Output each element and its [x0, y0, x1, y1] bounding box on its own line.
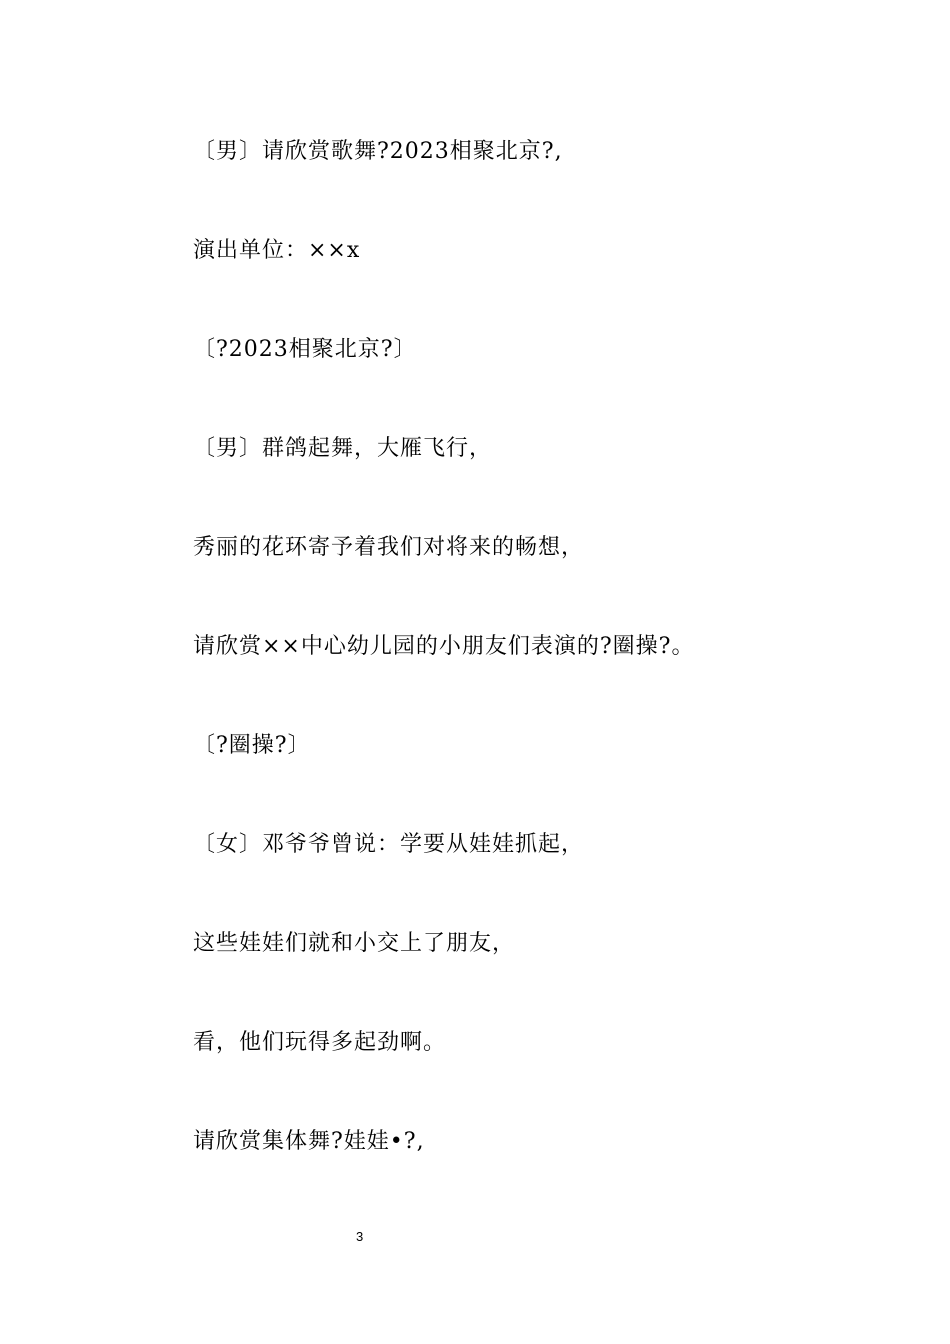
- script-line-2: 演出单位：××x: [193, 238, 361, 263]
- script-line-6: 请欣赏××中心幼儿园的小朋友们表演的?圈操?。: [193, 634, 695, 659]
- script-line-3: 〔?2023相聚北京?〕: [193, 337, 417, 362]
- script-line-8: 〔女〕邓爷爷曾说：学要从娃娃抓起，: [193, 832, 585, 857]
- script-line-9: 这些娃娃们就和小交上了朋友，: [193, 931, 516, 956]
- page-number: 3: [356, 1229, 364, 1244]
- script-line-5: 秀丽的花环寄予着我们对将来的畅想，: [193, 535, 585, 560]
- script-line-4: 〔男〕群鸽起舞，大雁飞行，: [193, 436, 493, 461]
- script-line-10: 看，他们玩得多起劲啊。: [193, 1030, 447, 1055]
- script-line-11: 请欣赏集体舞?娃娃•?,: [193, 1129, 425, 1154]
- script-line-1: 〔男〕请欣赏歌舞?2023相聚北京?,: [193, 139, 563, 164]
- script-line-7: 〔?圈操?〕: [193, 733, 311, 758]
